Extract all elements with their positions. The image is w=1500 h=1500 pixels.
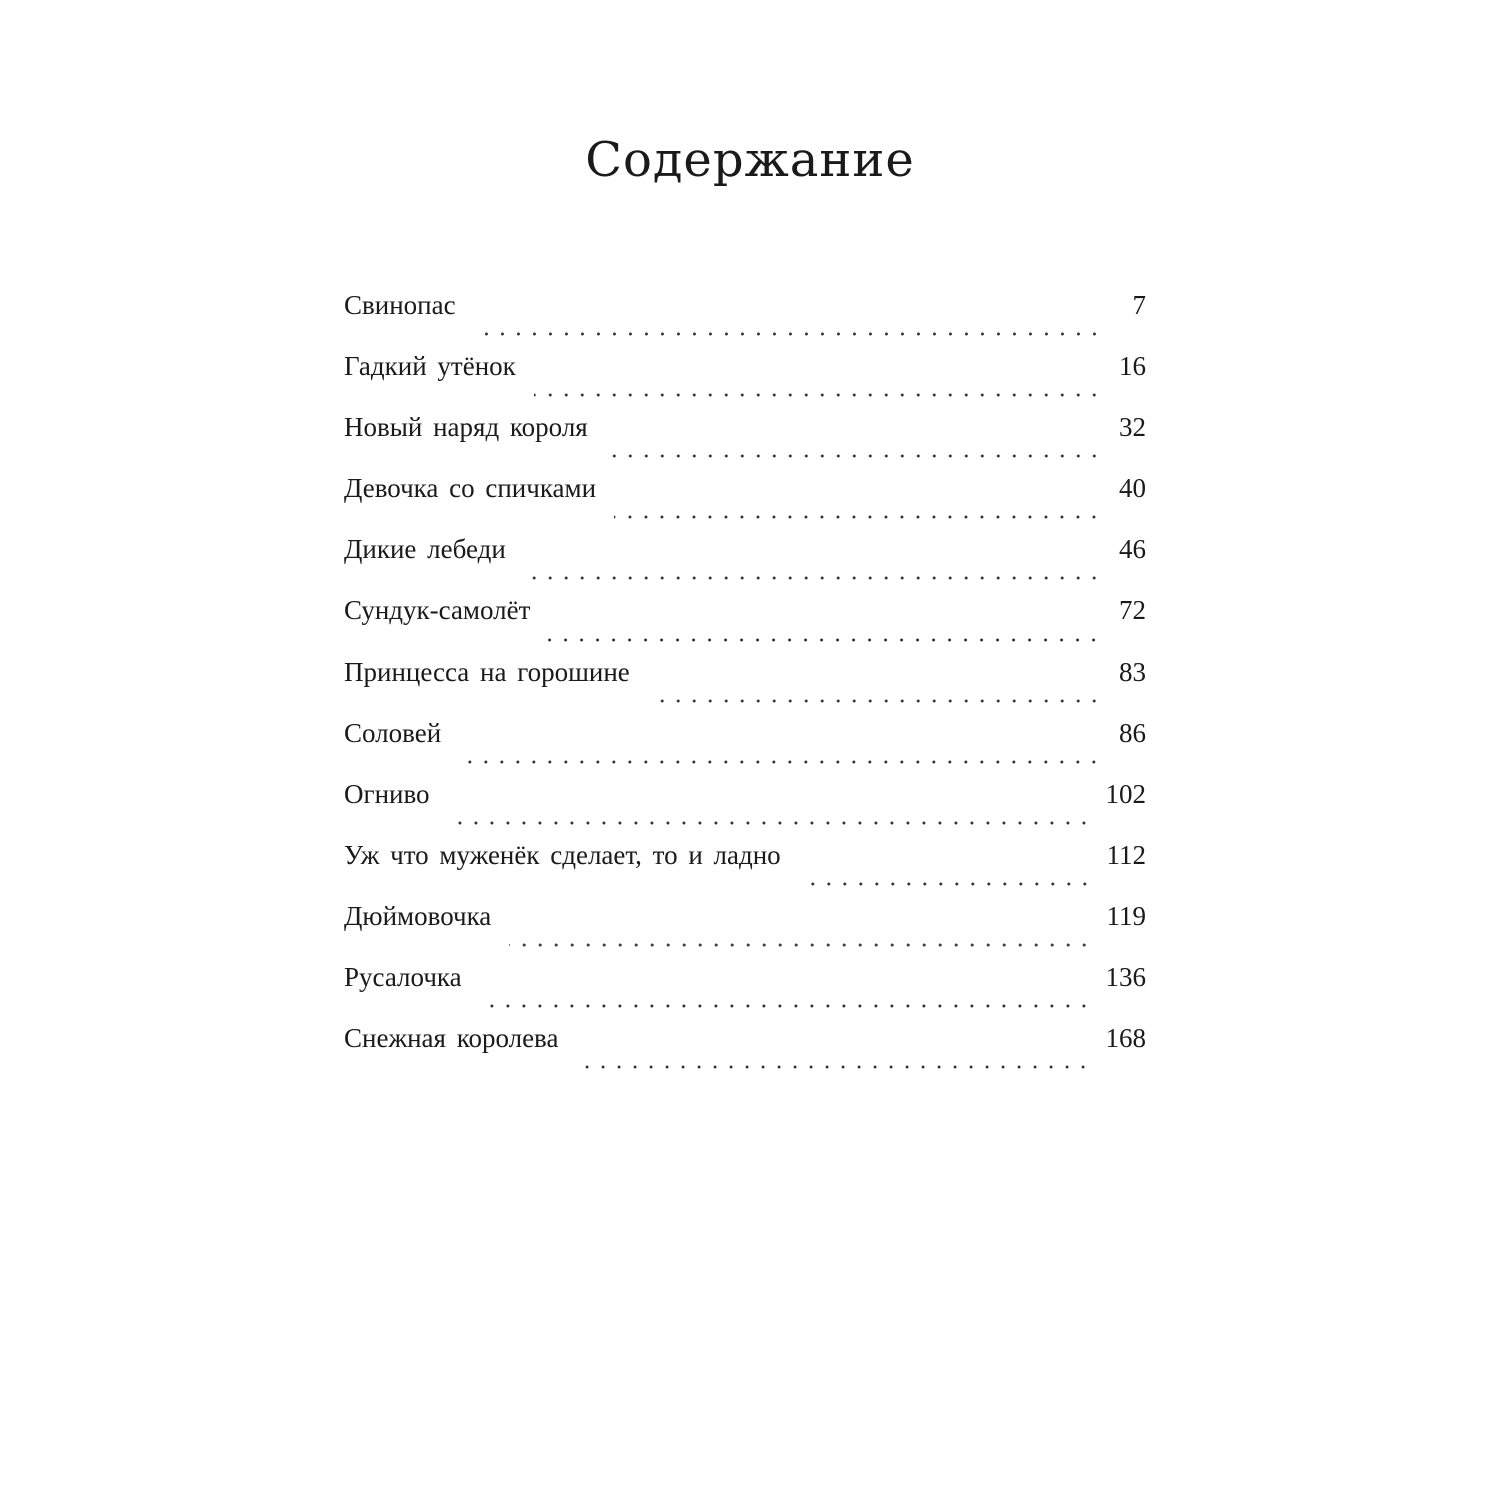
toc-entry[interactable] (344, 534, 1146, 595)
toc-entry-title: Русалочка (344, 962, 462, 993)
toc-entry-title: Дикие лебеди (344, 534, 506, 565)
toc-entry-title: Принцесса на горошине (344, 656, 630, 687)
toc-entry[interactable] (344, 1023, 1146, 1084)
toc-entry[interactable] (344, 779, 1146, 840)
dot-leader (606, 453, 1102, 459)
dot-leader (648, 698, 1102, 704)
dot-leader (576, 1064, 1091, 1070)
toc-entry-page: 168 (1105, 1023, 1146, 1054)
toc-entry[interactable] (344, 595, 1146, 656)
toc-entry[interactable] (344, 290, 1146, 351)
toc-entry-title: Соловей (344, 717, 442, 748)
dot-leader (799, 881, 1093, 887)
toc-entry[interactable] (344, 473, 1146, 534)
dot-leader (548, 637, 1102, 643)
toc-entry-page: 16 (1119, 351, 1146, 382)
dot-leader (474, 331, 1102, 337)
toc-entry-title: Огниво (344, 778, 430, 809)
toc-entry-page: 46 (1119, 534, 1146, 565)
toc-entry[interactable] (344, 412, 1146, 473)
table-of-contents (344, 290, 1146, 1084)
dot-leader (524, 575, 1102, 581)
toc-entry-title: Снежная королева (344, 1023, 559, 1054)
toc-entry-page: 136 (1105, 962, 1146, 993)
toc-entry-title: Девочка со спичками (344, 473, 597, 504)
toc-entry-page: 72 (1119, 595, 1146, 626)
toc-entry-page: 119 (1106, 900, 1146, 931)
dot-leader (448, 820, 1092, 826)
page-title: Содержание (585, 132, 915, 188)
dot-leader (534, 392, 1102, 398)
toc-entry-page: 83 (1119, 656, 1146, 687)
toc-entry[interactable] (344, 901, 1146, 962)
dot-leader (459, 759, 1102, 765)
toc-entry-title: Новый наряд короля (344, 412, 588, 443)
toc-entry-title: Свинопас (344, 290, 456, 320)
toc-entry-title: Уж что муженёк сделает, то и ладно (344, 839, 781, 870)
toc-entry-title: Гадкий утёнок (344, 351, 516, 382)
dot-leader (614, 514, 1102, 520)
toc-entry-page: 40 (1119, 473, 1146, 504)
toc-entry-title: Дюймовочка (344, 900, 492, 931)
toc-entry[interactable] (344, 351, 1146, 412)
dot-leader (509, 942, 1092, 948)
toc-entry-title: Сундук-самолёт (344, 595, 531, 626)
toc-entry[interactable] (344, 657, 1146, 718)
toc-entry-page: 32 (1119, 412, 1146, 443)
toc-entry[interactable] (344, 962, 1146, 1023)
dot-leader (480, 1003, 1092, 1009)
toc-entry-page: 102 (1105, 778, 1146, 809)
toc-entry-page: 112 (1106, 839, 1146, 870)
toc-entry-page: 86 (1119, 717, 1146, 748)
toc-entry[interactable] (344, 718, 1146, 779)
toc-entry-page: 7 (1132, 290, 1146, 320)
toc-entry[interactable] (344, 840, 1146, 901)
